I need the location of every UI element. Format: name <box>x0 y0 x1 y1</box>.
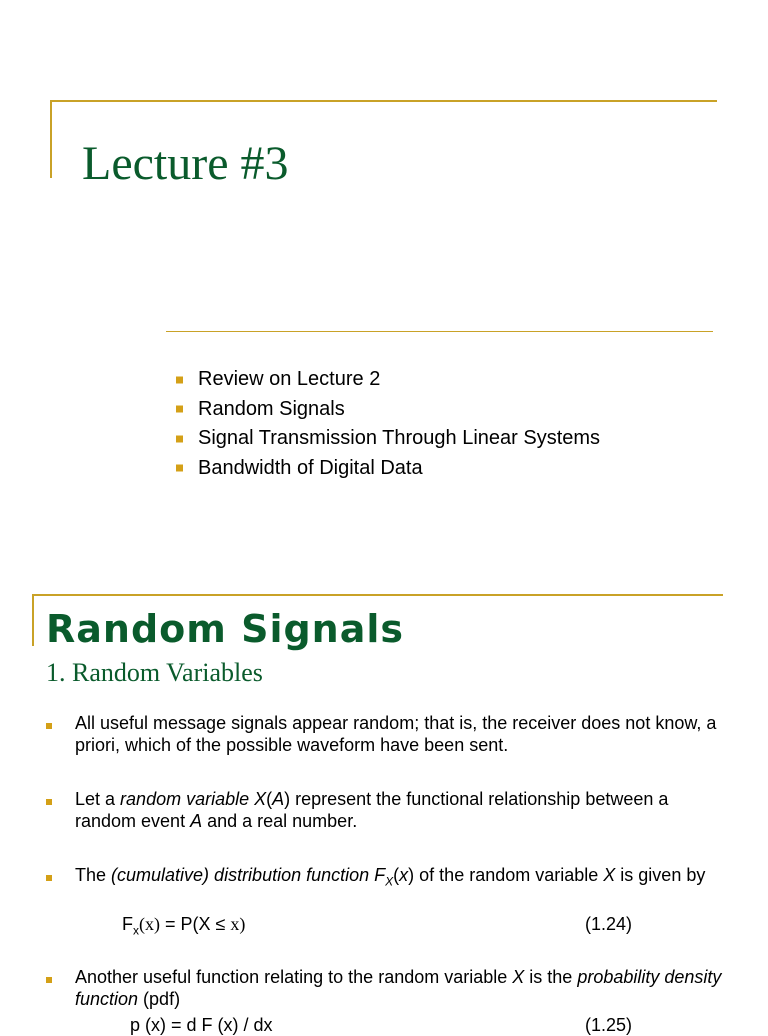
agenda-item: Review on Lecture 2 <box>174 365 600 395</box>
frame-top-line <box>50 100 717 102</box>
bullet-paragraph: Let a random variable X(A) represent the functional relationship between a random event A and a real number. <box>46 788 726 832</box>
equation-cdf: $F_x(x) = P(X \le x)$ <box>122 914 246 938</box>
bullet-square-icon <box>46 723 52 729</box>
bullet-square-icon <box>46 977 52 983</box>
section-subtitle: 1. Random Variables <box>46 658 263 687</box>
bullet-square-icon <box>46 875 52 881</box>
slide-title: Random Signals <box>46 607 405 651</box>
agenda-item: Random Signals <box>174 395 600 425</box>
bullet-paragraph: Another useful function relating to the random variable X is the probability density function (pdf) <box>46 966 726 1010</box>
bullet-square-icon <box>176 376 183 383</box>
slide-title: Lecture #3 <box>82 137 289 190</box>
frame-left-line <box>32 594 34 646</box>
slide-random-signals <box>0 560 768 1035</box>
bullet-square-icon <box>176 465 183 472</box>
divider-line <box>166 331 713 332</box>
bullet-paragraph: The (cumulative) distribution function $F_X(x)$ of the random variable X is given by <box>46 864 726 893</box>
bullet-square-icon <box>46 799 52 805</box>
bullet-paragraph: All useful message signals appear random; that is, the receiver does not know, a priori, which of the possible waveform have been sent. <box>46 712 726 756</box>
bullet-square-icon <box>176 406 183 413</box>
agenda-item: Bandwidth of Digital Data <box>174 454 600 484</box>
equation-pdf: p (x) = d F (x) / dx <box>130 1015 273 1035</box>
agenda-list <box>174 365 600 483</box>
equation-number: (1.25) <box>585 1015 633 1035</box>
frame-top-line <box>32 594 723 596</box>
bullet-square-icon <box>176 435 183 442</box>
equation-number: (1.24) <box>585 914 633 934</box>
agenda-item: Signal Transmission Through Linear Systems <box>174 424 600 454</box>
frame-left-line <box>50 100 52 178</box>
